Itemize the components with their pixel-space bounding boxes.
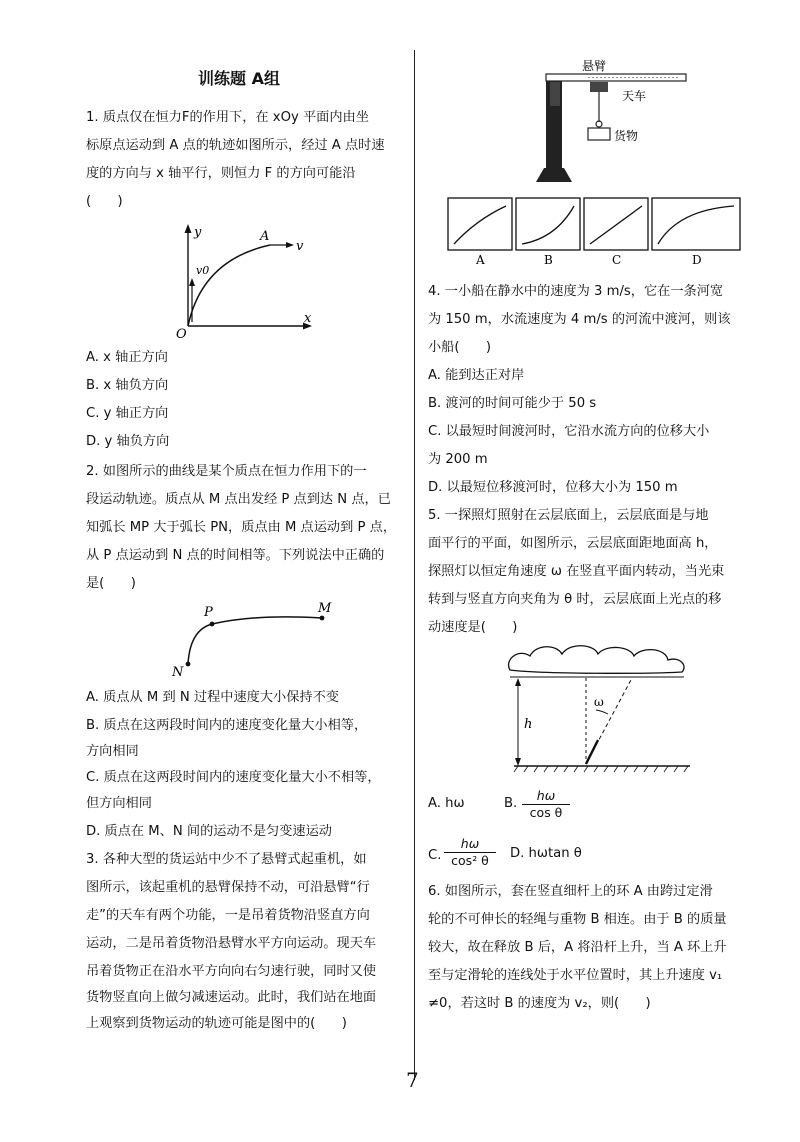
m-label: M bbox=[318, 601, 332, 616]
q2-option: C. 质点在这两段时间内的速度变化量大小不相等， bbox=[86, 770, 381, 785]
q1-option: A. x 轴正方向 bbox=[86, 350, 168, 365]
q2-line: 是( ) bbox=[86, 576, 136, 591]
q1-option: D. y 轴负方向 bbox=[86, 434, 170, 449]
q2-line: 从 P 点运动到 N 点的时间相等。下列说法中正确的 bbox=[86, 548, 385, 563]
q1-option: C. y 轴正方向 bbox=[86, 406, 169, 421]
point-a-label: A bbox=[260, 229, 270, 244]
q5-searchlight-figure bbox=[500, 640, 700, 780]
arc-curve bbox=[188, 617, 322, 664]
n-label: N bbox=[172, 665, 184, 680]
omega-label: ω bbox=[594, 695, 604, 709]
point-p bbox=[210, 622, 215, 627]
trolley-body bbox=[590, 82, 608, 92]
q2-trajectory-figure bbox=[166, 600, 336, 680]
page-number: 7 bbox=[406, 1068, 419, 1092]
trolley-label: 天车 bbox=[622, 89, 647, 103]
v-arrow bbox=[286, 242, 294, 248]
q2-option: 方向相同 bbox=[86, 744, 139, 759]
fraction-numerator: hω bbox=[444, 836, 496, 853]
v0-label: v0 bbox=[196, 264, 210, 277]
height-arrow-top bbox=[515, 678, 521, 686]
ground-hatch bbox=[514, 766, 688, 772]
h-label: h bbox=[524, 717, 533, 732]
q2-option: A. 质点从 M 到 N 过程中速度大小保持不变 bbox=[86, 690, 339, 705]
q2-option: 但方向相同 bbox=[86, 796, 152, 811]
q5-line: 探照灯以恒定角速度 ω 在竖直平面内转动，当光束 bbox=[428, 564, 725, 579]
fraction-denominator: cos θ bbox=[529, 805, 563, 820]
q2-option: D. 质点在 M、N 间的运动不是匀变速运动 bbox=[86, 824, 332, 839]
choice-a-box bbox=[448, 198, 512, 250]
q3-line: 运动，二是吊着货物沿悬臂水平方向运动。现天车 bbox=[86, 936, 377, 951]
q6-line: 较大，故在释放 B 后，A 将沿杆上升，当 A 环上升 bbox=[428, 940, 727, 955]
choice-label: A bbox=[476, 253, 485, 266]
q3-line: 3. 各种大型的货运站中少不了悬臂式起重机，如 bbox=[86, 852, 367, 867]
q4-option: 为 200 m bbox=[428, 452, 488, 467]
q5-option-b-fraction bbox=[522, 788, 570, 821]
control-cab bbox=[550, 82, 560, 106]
q3-line: 图所示，该起重机的悬臂保持不动，可沿悬臂“行 bbox=[86, 880, 370, 895]
y-label: y bbox=[194, 225, 202, 240]
q5-option-d: D. hωtan θ bbox=[510, 846, 582, 861]
q3-line: 货物竖直向上做匀减速运动。此时，我们站在地面 bbox=[86, 990, 377, 1005]
q1-trajectory-figure bbox=[176, 222, 316, 340]
q5-line: 5. 一探照灯照射在云层底面上，云层底面是与地 bbox=[428, 508, 709, 523]
q4-line: 4. 一小船在静水中的速度为 3 m/s，它在一条河宽 bbox=[428, 284, 724, 299]
p-label: P bbox=[204, 605, 213, 620]
x-label: x bbox=[304, 311, 312, 326]
q5-option-c-prefix: C. bbox=[428, 848, 442, 863]
q1-option: B. x 轴负方向 bbox=[86, 378, 169, 393]
q1-line: 度的方向与 x 轴平行，则恒力 F 的方向可能沿 bbox=[86, 166, 356, 181]
q5-line: 转到与竖直方向夹角为 θ 时，云层底面上光点的移 bbox=[428, 592, 722, 607]
q3-choice-figures bbox=[446, 196, 746, 266]
q6-line: 轮的不可伸长的轻绳与重物 B 相连。由于 B 的质量 bbox=[428, 912, 727, 927]
section-title: 训练题 A组 bbox=[198, 69, 280, 88]
q6-line: 至与定滑轮的连线处于水平位置时，其上升速度 v₁ bbox=[428, 968, 723, 983]
q3-line: 上观察到货物运动的轨迹可能是图中的( ) bbox=[86, 1016, 347, 1031]
choice-b-box bbox=[516, 198, 580, 250]
q5-option-a: A. hω bbox=[428, 796, 465, 811]
q3-crane-figure bbox=[528, 58, 748, 186]
cargo-label: 货物 bbox=[614, 129, 639, 143]
q1-line: 1. 质点仅在恒力F的作用下，在 xOy 平面内由坐 bbox=[86, 110, 369, 125]
v0-arrow bbox=[189, 278, 195, 286]
q4-option: D. 以最短位移渡河时，位移大小为 150 m bbox=[428, 480, 678, 495]
q5-option-b-prefix: B. bbox=[504, 796, 518, 811]
choice-label: D bbox=[692, 253, 702, 266]
cloud-layer bbox=[509, 646, 684, 674]
choice-b-curve bbox=[522, 206, 574, 244]
q6-line: 6. 如图所示，套在竖直细杆上的环 A 由跨过定滑 bbox=[428, 884, 713, 899]
point-m bbox=[320, 616, 325, 621]
v-label: v bbox=[296, 239, 304, 254]
choice-a-curve bbox=[454, 206, 506, 244]
q1-line: ( ) bbox=[86, 194, 123, 209]
trajectory-curve bbox=[188, 245, 270, 326]
choice-label: B bbox=[544, 253, 553, 266]
choice-c-line bbox=[590, 206, 642, 244]
choice-label: C bbox=[612, 253, 622, 266]
origin-label: O bbox=[176, 327, 187, 340]
q2-option: B. 质点在这两段时间内的速度变化量大小相等， bbox=[86, 718, 368, 733]
choice-d-curve bbox=[658, 206, 734, 244]
point-n bbox=[186, 662, 191, 667]
q4-option: C. 以最短时间渡河时，它沿水流方向的位移大小 bbox=[428, 424, 710, 439]
choice-d-box bbox=[652, 198, 740, 250]
q4-line: 为 150 m，水流速度为 4 m/s 的河流中渡河，则该 bbox=[428, 312, 731, 327]
q2-line: 段运动轨迹。质点从 M 点出发经 P 点到达 N 点，已 bbox=[86, 492, 391, 507]
omega-arc bbox=[596, 710, 608, 714]
q2-line: 2. 如图所示的曲线是某个质点在恒力作用下的一 bbox=[86, 464, 367, 479]
q5-line: 动速度是( ) bbox=[428, 620, 518, 635]
choice-c-box bbox=[584, 198, 648, 250]
crane-base bbox=[536, 168, 572, 182]
q3-line: 吊着货物正在沿水平方向向右匀速行驶，同时又使 bbox=[86, 964, 377, 979]
q2-line: 知弧长 MP 大于弧长 PN，质点由 M 点运动到 P 点， bbox=[86, 520, 397, 535]
fraction-numerator: hω bbox=[522, 788, 570, 805]
y-axis-arrow bbox=[185, 224, 192, 233]
height-arrow-bottom bbox=[515, 758, 521, 766]
searchlight bbox=[586, 740, 598, 764]
q6-line: ≠0，若这时 B 的速度为 v₂，则( ) bbox=[428, 996, 651, 1011]
q3-line: 走”的天车有两个功能，一是吊着货物沿竖直方向 bbox=[86, 908, 370, 923]
q5-line: 面平行的平面，如图所示，云层底面距地面高 h， bbox=[428, 536, 718, 551]
column-divider bbox=[414, 50, 415, 1080]
q4-line: 小船( ) bbox=[428, 340, 492, 355]
q1-line: 标原点运动到 A 点的轨迹如图所示，经过 A 点时速 bbox=[86, 138, 385, 153]
cargo-box bbox=[588, 128, 610, 140]
q4-option: A. 能到达正对岸 bbox=[428, 368, 525, 383]
arm-label: 悬臂 bbox=[582, 59, 607, 73]
q4-option: B. 渡河的时间可能少于 50 s bbox=[428, 396, 597, 411]
fraction-denominator: cos² θ bbox=[451, 853, 489, 868]
q5-option-c-fraction bbox=[444, 836, 496, 869]
